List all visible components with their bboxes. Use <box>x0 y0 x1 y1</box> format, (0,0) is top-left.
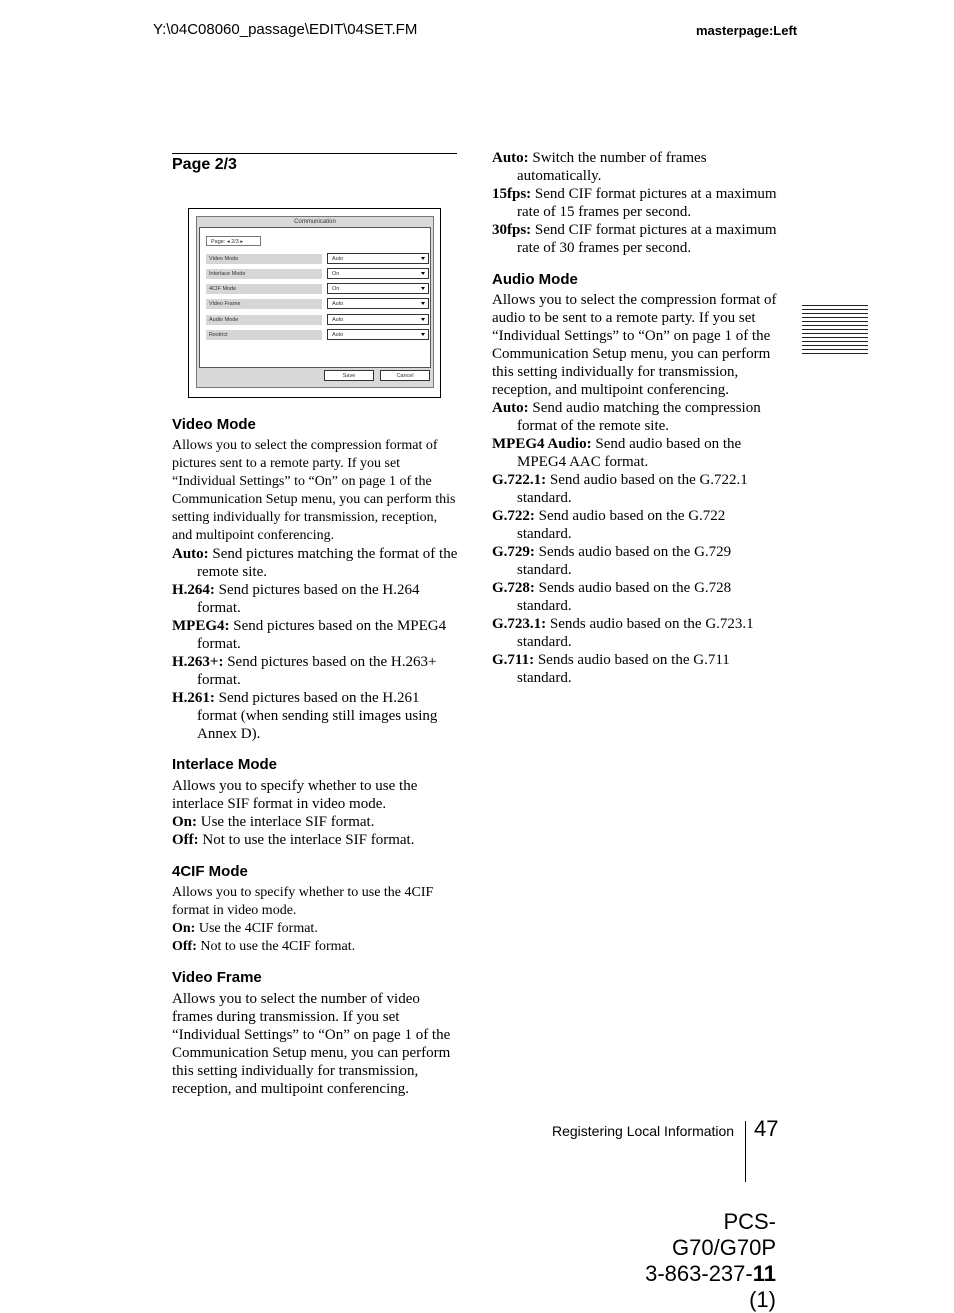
dropdown-arrow-icon <box>421 302 425 305</box>
window-title: Communication <box>294 219 336 225</box>
option-term: G.728: <box>492 580 535 596</box>
option-item <box>492 435 778 471</box>
cif-mode-intro: Allows you to specify whether to use the 4CIF format in video mode. <box>172 885 434 918</box>
option-desc: Send CIF format pictures at a maximum rate of 30 frames per second. <box>517 222 777 256</box>
dropdown-arrow-icon <box>421 257 425 260</box>
setting-dropdown[interactable] <box>327 329 429 340</box>
setting-value: Auto <box>332 256 344 262</box>
option-desc: Sends audio based on the G.729 standard. <box>517 544 732 578</box>
option-item <box>492 149 782 185</box>
option-term: Off: <box>172 832 199 848</box>
option-desc: Send audio based on the MPEG4 AAC format. <box>517 436 742 470</box>
setting-value: Auto <box>332 301 344 307</box>
option-desc: Switch the number of frames automatically. <box>517 150 707 184</box>
option-item <box>492 579 778 615</box>
setting-dropdown[interactable] <box>327 314 429 325</box>
option-desc: Sends audio based on the G.728 standard. <box>517 580 732 614</box>
option-desc: Not to use the 4CIF format. <box>196 939 356 954</box>
option-term: Auto: <box>492 150 529 166</box>
option-item <box>172 938 458 956</box>
audio-mode-section <box>492 291 778 687</box>
option-item <box>492 471 778 507</box>
option-desc: Use the interlace SIF format. <box>197 814 375 830</box>
option-desc: Send pictures based on the H.263+ format. <box>197 654 437 688</box>
setting-row <box>206 283 420 294</box>
option-term: G.723.1: <box>492 616 547 632</box>
option-term: G.711: <box>492 652 535 668</box>
setting-label: Audio Mode <box>206 315 322 325</box>
setting-row <box>206 298 420 309</box>
model-name: PCS-G70/G70P <box>672 1209 776 1260</box>
setting-dropdown[interactable] <box>327 268 429 279</box>
option-desc: Use the 4CIF format. <box>195 921 318 936</box>
settings-panel <box>199 227 431 368</box>
option-item <box>492 185 782 221</box>
option-term: 15fps: <box>492 186 532 202</box>
option-term: G.722: <box>492 508 535 524</box>
option-item <box>492 615 778 651</box>
setting-row <box>206 314 420 325</box>
doc-number-revision: 11 <box>752 1261 776 1286</box>
document-number <box>620 1261 776 1313</box>
settings-screenshot <box>188 208 441 398</box>
option-desc: Send CIF format pictures at a maximum rate of 15 frames per second. <box>517 186 777 220</box>
footer-divider <box>745 1121 746 1182</box>
option-desc: Send pictures matching the format of the remote site. <box>197 546 458 580</box>
setting-label: Video Mode <box>206 254 322 264</box>
page-selector[interactable]: Page: ◂ 2/3 ▸ <box>206 236 261 246</box>
doc-number-suffix: (1) <box>749 1287 776 1312</box>
cif-mode-heading: 4CIF Mode <box>172 863 248 880</box>
interlace-mode-section <box>172 777 458 849</box>
option-item <box>492 399 778 435</box>
option-item <box>492 221 782 257</box>
option-item <box>172 545 458 581</box>
setting-value: Auto <box>332 332 344 338</box>
setting-label: Video Frame <box>206 299 322 309</box>
option-item <box>172 581 458 617</box>
masterpage-header: masterpage:Left <box>696 23 798 38</box>
option-term: Off: <box>172 939 197 954</box>
video-mode-heading: Video Mode <box>172 416 256 433</box>
video-mode-options <box>172 545 458 743</box>
doc-number-prefix: 3-863-237- <box>645 1261 753 1286</box>
setting-value: On <box>332 286 340 292</box>
page-number: 47 <box>754 1116 779 1141</box>
page-label: Page 2/3 <box>172 156 237 173</box>
cif-mode-section <box>172 884 458 956</box>
cancel-button[interactable]: Cancel <box>380 370 430 381</box>
option-term: On: <box>172 921 196 936</box>
setting-value: On <box>332 271 340 277</box>
option-item <box>172 813 458 831</box>
option-desc: Send audio based on the G.722.1 standard. <box>517 472 748 506</box>
setting-value: Auto <box>332 317 344 323</box>
setting-dropdown[interactable] <box>327 298 429 309</box>
dropdown-arrow-icon <box>421 333 425 336</box>
setting-label: Interlace Mode <box>206 269 322 279</box>
video-frame-section <box>172 990 460 1098</box>
setting-label: Restrict <box>206 330 322 340</box>
footer-section-title: Registering Local Information <box>552 1123 735 1139</box>
option-term: 30fps: <box>492 222 532 238</box>
option-term: On: <box>172 814 198 830</box>
option-item <box>172 920 458 938</box>
option-term: Auto: <box>492 400 529 416</box>
video-mode-section <box>172 437 458 545</box>
option-term: G.729: <box>492 544 535 560</box>
dropdown-arrow-icon <box>421 272 425 275</box>
option-desc: Send pictures based on the MPEG4 format. <box>197 618 447 652</box>
dropdown-arrow-icon <box>421 318 425 321</box>
setting-row <box>206 268 420 279</box>
interlace-mode-intro: Allows you to specify whether to use the interlace SIF format in video mode. <box>172 778 418 812</box>
option-desc: Sends audio based on the G.711 standard. <box>517 652 730 686</box>
video-frame-heading: Video Frame <box>172 969 262 986</box>
option-item <box>172 653 458 689</box>
option-item <box>172 689 458 743</box>
interlace-mode-heading: Interlace Mode <box>172 756 278 773</box>
setting-label: 4CIF Mode <box>206 284 322 294</box>
audio-mode-heading: Audio Mode <box>492 271 578 288</box>
option-desc: Send audio matching the compression format of the remote site. <box>517 400 761 434</box>
communication-window <box>196 216 434 388</box>
option-term: MPEG4: <box>172 618 230 634</box>
dropdown-arrow-icon <box>421 287 425 290</box>
setting-row <box>206 329 420 340</box>
option-term: H.263+: <box>172 654 224 670</box>
option-item <box>492 651 778 687</box>
chapter-tab-marker <box>802 305 868 357</box>
option-item <box>172 831 458 849</box>
option-desc: Send pictures based on the H.261 format (when sending still images using Annex D). <box>197 690 438 742</box>
option-term: G.722.1: <box>492 472 547 488</box>
video-frame-options <box>492 149 782 257</box>
option-term: H.264: <box>172 582 215 598</box>
option-term: MPEG4 Audio: <box>492 436 592 452</box>
option-item <box>492 507 778 543</box>
setting-row <box>206 253 420 264</box>
audio-mode-intro: Allows you to select the compression format of audio to be sent to a remote party. If you set “Individual Settings” to “On” on page 1 of the Communication Setup menu, you can perform this setting individually for transmission, reception, and multipoint conferencing. <box>492 292 777 398</box>
file-path-header: Y:\04C08060_passage\EDIT\04SET.FM <box>153 21 418 38</box>
save-button[interactable]: Save <box>324 370 374 381</box>
option-item <box>492 543 778 579</box>
video-mode-intro: Allows you to select the compression format of pictures sent to a remote party. If you set “Individual Settings” to “On” on page 1 of the Communication Setup menu, you can perform this setting individually for transmission, reception, and multipoint conferencing. <box>172 438 456 543</box>
section-rule <box>172 153 457 154</box>
option-desc: Not to use the interlace SIF format. <box>198 832 415 848</box>
option-term: H.261: <box>172 690 215 706</box>
setting-dropdown[interactable] <box>327 253 429 264</box>
option-term: Auto: <box>172 546 209 562</box>
option-item <box>172 617 458 653</box>
option-desc: Sends audio based on the G.723.1 standard. <box>517 616 754 650</box>
video-frame-intro: Allows you to select the number of video frames during transmission. If you set “Individual Settings” to “On” on page 1 of the Communication Setup menu, you can perform this setting individually for transmission, reception, and multipoint conferencing. <box>172 991 451 1097</box>
setting-dropdown[interactable] <box>327 283 429 294</box>
option-desc: Send pictures based on the H.264 format. <box>197 582 420 616</box>
option-desc: Send audio based on the G.722 standard. <box>517 508 726 542</box>
model-info <box>620 1209 776 1313</box>
